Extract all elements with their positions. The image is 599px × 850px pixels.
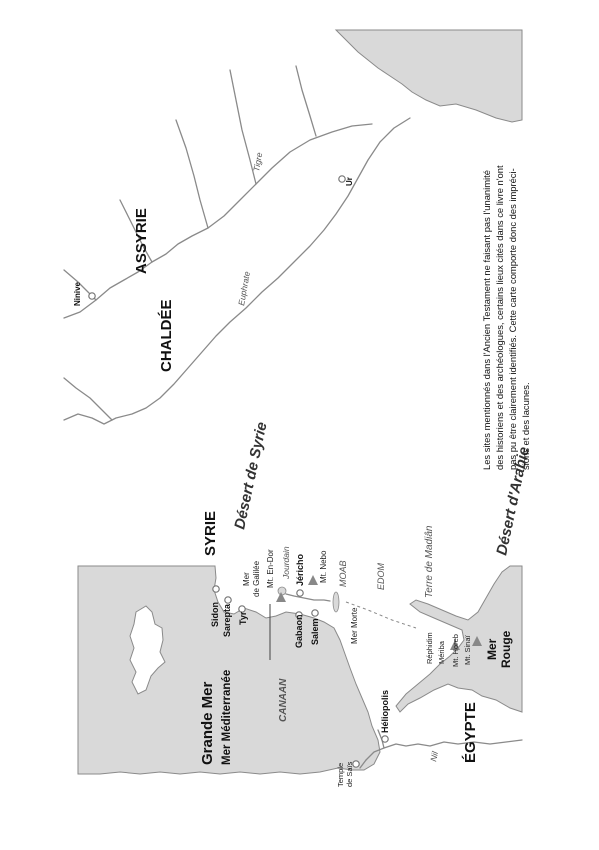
label-temple-sais-1: Temple bbox=[336, 762, 345, 787]
label-syrie: SYRIE bbox=[202, 510, 219, 556]
label-temple-sais-2: de Saïs bbox=[345, 761, 354, 787]
river-euphrate bbox=[64, 118, 410, 424]
site-jericho bbox=[297, 590, 303, 596]
river-euphrate-branch bbox=[64, 378, 112, 420]
label-mer-galilee-2: de Galilée bbox=[252, 560, 261, 597]
label-sarepta: Sarepta bbox=[222, 603, 232, 637]
label-jericho: Jéricho bbox=[295, 553, 305, 586]
label-mer-galilee-1: Mer bbox=[242, 572, 251, 586]
label-ninive: Ninive bbox=[73, 281, 82, 306]
label-grande-mer: Grande Mer bbox=[199, 681, 216, 765]
label-chaldee: CHALDÉE bbox=[158, 299, 175, 372]
mountain-nebo-icon bbox=[308, 575, 318, 585]
label-mt-horeb: Mt. Horeb bbox=[451, 634, 460, 667]
label-gabaon: Gabaon bbox=[294, 614, 304, 648]
dead-sea bbox=[333, 592, 339, 612]
label-ur: Ur bbox=[345, 177, 354, 186]
label-mer-rouge-1: Mer bbox=[485, 638, 499, 660]
label-salem: Salem bbox=[310, 618, 320, 645]
label-mt-sinai: Mt. Sinaï bbox=[463, 635, 472, 665]
river-tigre-trib-5 bbox=[296, 66, 316, 136]
label-euphrate: Euphrate bbox=[236, 270, 252, 307]
sea-of-galilee bbox=[278, 587, 286, 595]
label-desert-arabie: Désert d'Arabie bbox=[493, 445, 533, 557]
label-nil: Nil bbox=[428, 750, 441, 763]
label-mer-morte: Mer Morte bbox=[350, 607, 359, 644]
label-mt-en-dor: Mt. En-Dor bbox=[266, 549, 275, 588]
label-tigre: Tigre bbox=[251, 151, 265, 173]
label-mer-mediterranee: Mer Méditerranée bbox=[221, 669, 233, 765]
site-ninive bbox=[89, 293, 95, 299]
label-mt-nebo: Mt. Nebo bbox=[319, 550, 328, 583]
note-line-1: Les sites mentionnés dans l'Ancien Testament ne faisant pas l'unanimité bbox=[481, 170, 492, 470]
river-jourdain bbox=[286, 594, 330, 601]
label-sidon: Sidon bbox=[210, 602, 220, 627]
persian-gulf bbox=[336, 30, 522, 122]
site-sarepta bbox=[225, 597, 231, 603]
site-heliopolis bbox=[382, 736, 388, 742]
label-moab: MOAB bbox=[338, 560, 348, 587]
label-egypte: ÉGYPTE bbox=[462, 702, 479, 763]
river-tigre bbox=[64, 124, 372, 318]
label-tyr: Tyr bbox=[238, 611, 248, 625]
label-assyrie: ASSYRIE bbox=[133, 208, 150, 274]
label-madian: Terre de Madiân bbox=[424, 525, 435, 598]
label-canaan: CANAAN bbox=[278, 678, 289, 722]
note-line-4: sions et des lacunes. bbox=[520, 382, 531, 470]
river-tigre-trib-3 bbox=[176, 120, 208, 228]
label-meriba: Mériba bbox=[437, 641, 446, 664]
label-heliopolis: Héliopolis bbox=[380, 689, 390, 733]
site-tyr bbox=[239, 606, 245, 612]
note-line-2: des historiens et des archéologues, certains lieux cités dans ce livre n'ont bbox=[494, 165, 505, 470]
label-mer-rouge-2: Rouge bbox=[499, 630, 513, 668]
label-jourdain: Jourdain bbox=[281, 546, 291, 579]
label-desert-syrie: Désert de Syrie bbox=[231, 420, 271, 531]
label-rephidim: Réphidim bbox=[425, 632, 434, 664]
site-salem bbox=[312, 610, 318, 616]
river-nil bbox=[366, 740, 522, 760]
site-sidon bbox=[213, 586, 219, 592]
note-line-3: pas pu être clairement identifiés. Cette carte comporte donc des impréci- bbox=[507, 168, 518, 470]
label-edom: EDOM bbox=[376, 563, 386, 590]
